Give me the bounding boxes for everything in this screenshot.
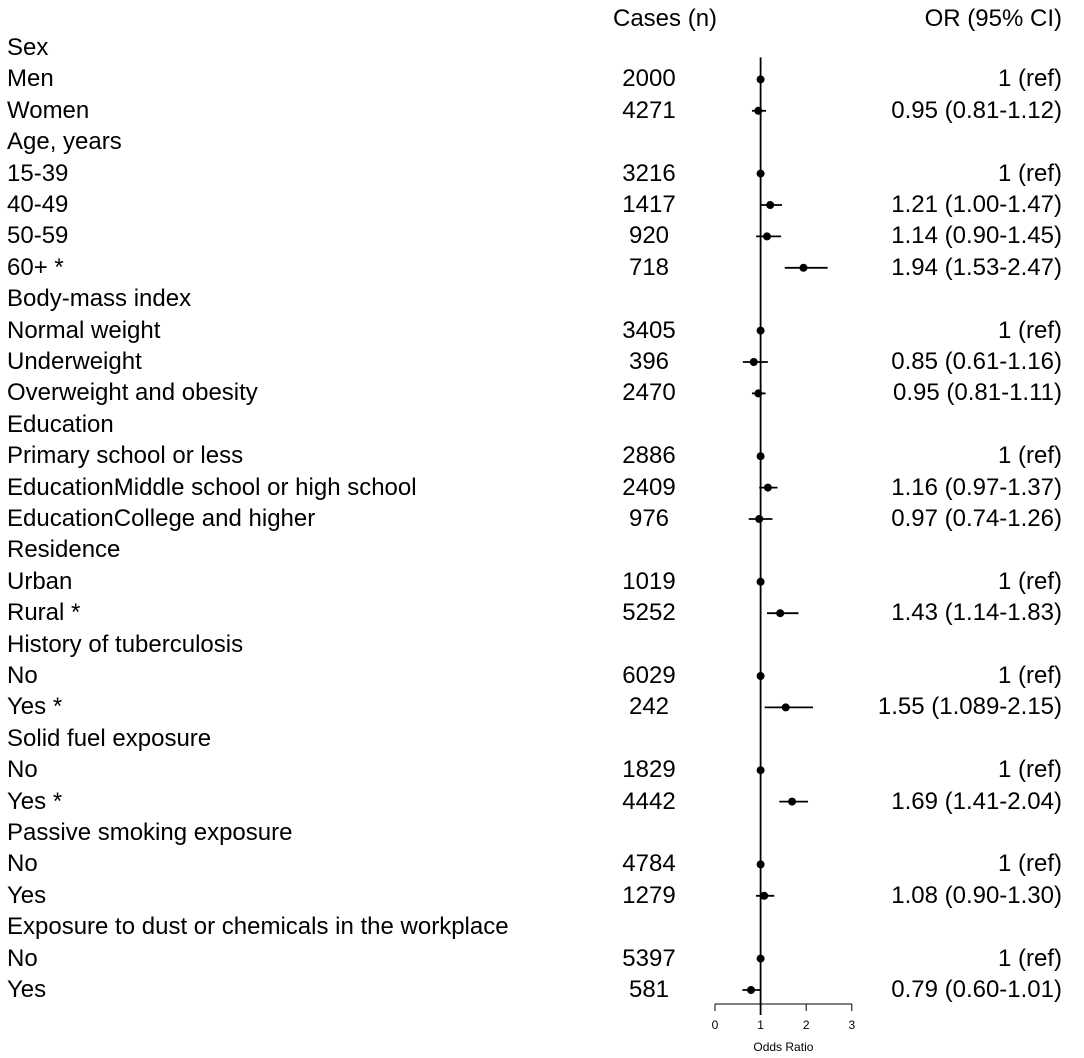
row-label: No: [7, 944, 38, 972]
row-label: Men: [7, 65, 54, 93]
row-label: EducationCollege and higher: [7, 505, 316, 532]
or-point: [766, 201, 774, 209]
group-heading: Education: [7, 410, 114, 438]
x-tick-label: 2: [802, 1018, 810, 1032]
group-heading: Exposure to dust or chemicals in the workplace: [7, 913, 509, 941]
row-or-ci: 0.79 (0.60-1.01): [891, 976, 1062, 1003]
row-cases: 6029: [622, 662, 676, 689]
group-heading: Residence: [7, 536, 121, 564]
or-point: [757, 955, 765, 963]
row-label: Normal weight: [7, 316, 161, 344]
or-point: [763, 232, 771, 240]
row-label: 50-59: [7, 222, 69, 250]
row-cases: 1829: [622, 756, 676, 784]
row-or-ci: 1 (ref): [997, 316, 1062, 344]
or-point: [757, 860, 765, 868]
row-label: Overweight and obesity: [7, 379, 258, 407]
or-point: [757, 327, 765, 335]
row-or-ci: 1 (ref): [997, 442, 1062, 470]
row-cases: 4442: [622, 787, 676, 815]
or-point: [788, 798, 796, 806]
row-cases: 3405: [622, 316, 676, 344]
row-cases: 1417: [622, 191, 676, 218]
row-or-ci: 1 (ref): [997, 850, 1062, 878]
group-heading: Solid fuel exposure: [7, 724, 212, 752]
group-heading: Sex: [7, 34, 49, 61]
row-cases: 5397: [622, 944, 676, 972]
or-point: [757, 452, 765, 460]
row-or-ci: 1 (ref): [997, 159, 1062, 187]
row-cases: 5252: [622, 599, 676, 627]
or-point: [755, 515, 763, 523]
x-tick-label: 1: [757, 1018, 764, 1032]
or-point: [757, 170, 765, 178]
row-or-ci: 1.94 (1.53-2.47): [891, 253, 1062, 281]
row-or-ci: 1.14 (0.90-1.45): [891, 222, 1062, 250]
row-or-ci: 1.69 (1.41-2.04): [891, 787, 1062, 815]
row-label: Primary school or less: [7, 442, 244, 470]
row-cases: 976: [628, 505, 670, 532]
x-tick-label: 0: [711, 1018, 719, 1032]
row-cases: 581: [628, 976, 670, 1003]
row-cases: 2409: [622, 473, 676, 501]
row-label: No: [7, 850, 38, 878]
row-or-ci: 1.08 (0.90-1.30): [891, 881, 1062, 909]
row-cases: 718: [628, 253, 670, 281]
row-label: Yes: [7, 881, 47, 909]
or-point: [799, 264, 807, 272]
group-heading: History of tuberculosis: [7, 630, 244, 658]
row-or-ci: 0.95 (0.81-1.12): [891, 96, 1062, 124]
row-label: No: [7, 662, 38, 689]
row-label: Yes: [7, 976, 47, 1003]
row-label: 40-49: [7, 191, 69, 218]
group-heading: Age, years: [7, 128, 122, 156]
row-label: Yes *: [7, 693, 63, 721]
row-label: No: [7, 756, 38, 784]
row-or-ci: 1.55 (1.089-2.15): [877, 693, 1062, 721]
row-label: Underweight: [7, 348, 142, 375]
row-or-ci: 1 (ref): [997, 662, 1062, 689]
row-label: Yes *: [7, 787, 63, 815]
or-point: [782, 703, 790, 711]
row-or-ci: 1 (ref): [997, 65, 1062, 93]
row-cases: 920: [628, 222, 670, 250]
row-or-ci: 1 (ref): [997, 567, 1062, 595]
row-label: 15-39: [7, 159, 69, 187]
row-cases: 4271: [622, 96, 676, 124]
or-point: [754, 107, 762, 115]
row-or-ci: 0.85 (0.61-1.16): [891, 348, 1062, 375]
or-point: [764, 484, 772, 492]
or-column-header: OR (95% CI): [924, 5, 1062, 32]
row-cases: 396: [628, 348, 670, 375]
or-point: [757, 578, 765, 586]
row-label: Urban: [7, 567, 73, 595]
row-cases: 2470: [622, 379, 676, 407]
or-point: [747, 986, 755, 994]
row-or-ci: 0.95 (0.81-1.11): [893, 379, 1062, 407]
row-or-ci: 1.16 (0.97-1.37): [891, 473, 1062, 501]
row-label: Women: [7, 96, 90, 124]
row-cases: 2886: [622, 442, 676, 470]
cases-column-header: Cases (n): [613, 5, 718, 32]
row-label: Rural *: [7, 599, 81, 627]
or-point: [757, 672, 765, 680]
row-cases: 2000: [622, 65, 676, 93]
group-heading: Passive smoking exposure: [7, 819, 293, 846]
row-or-ci: 1 (ref): [997, 756, 1062, 784]
or-point: [750, 358, 758, 366]
row-or-ci: 0.97 (0.74-1.26): [891, 505, 1062, 532]
or-point: [776, 609, 784, 617]
or-point: [760, 892, 768, 900]
row-or-ci: 1.21 (1.00-1.47): [891, 191, 1062, 218]
or-point: [757, 75, 765, 83]
row-cases: 242: [628, 693, 670, 721]
row-cases: 4784: [622, 850, 676, 878]
row-or-ci: 1.43 (1.14-1.83): [891, 599, 1062, 627]
or-point: [754, 389, 762, 397]
row-label: 60+ *: [7, 253, 64, 281]
or-point: [757, 766, 765, 774]
row-cases: 1279: [622, 881, 676, 909]
row-cases: 3216: [622, 159, 676, 187]
x-axis-title: Odds Ratio: [753, 1040, 814, 1054]
x-tick-label: 3: [848, 1018, 856, 1032]
row-label: EducationMiddle school or high school: [7, 473, 417, 501]
group-heading: Body-mass index: [7, 285, 192, 313]
row-cases: 1019: [622, 567, 676, 595]
row-or-ci: 1 (ref): [997, 944, 1062, 972]
